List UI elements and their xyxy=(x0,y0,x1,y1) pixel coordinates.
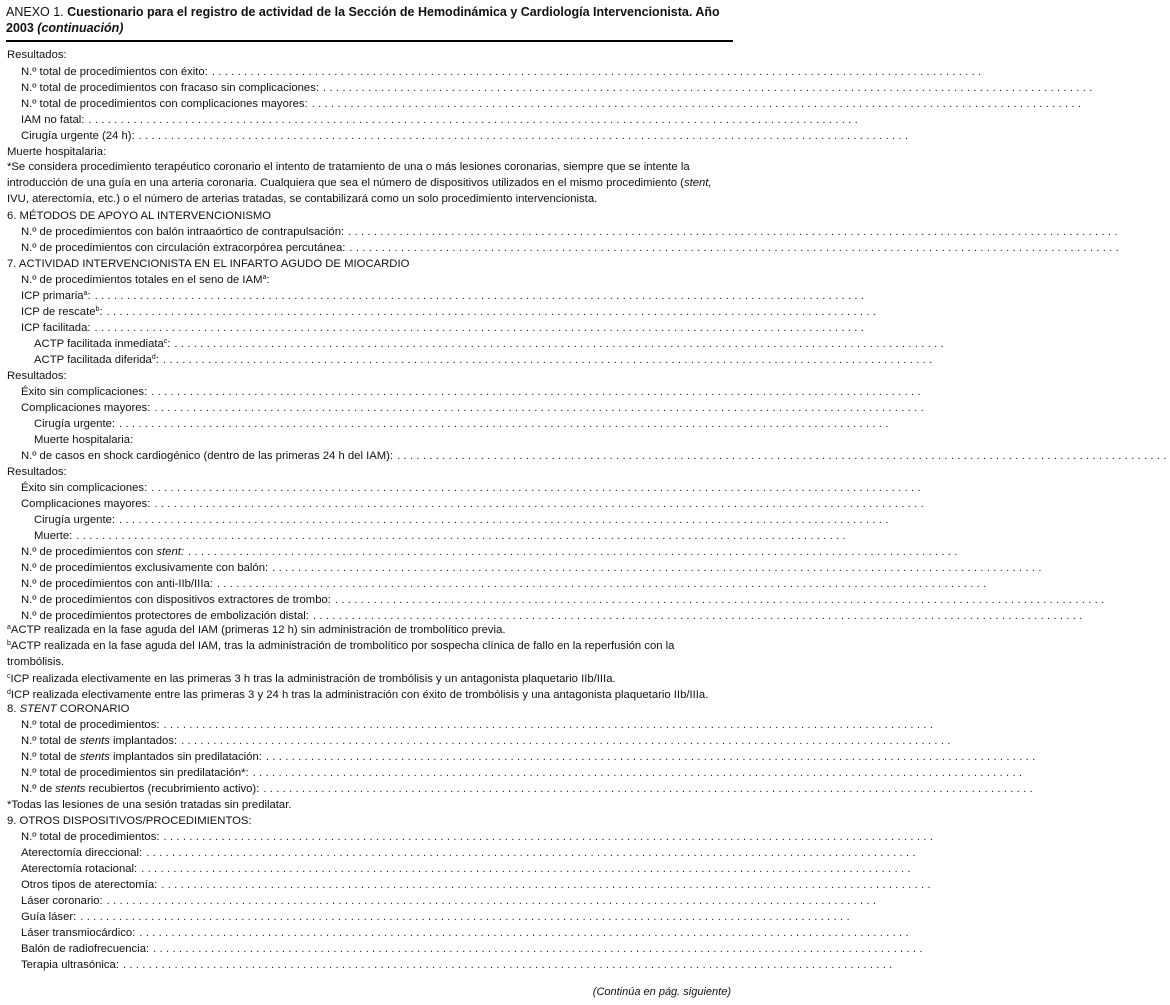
form-heading-row xyxy=(0,208,732,225)
form-field-row xyxy=(0,448,1170,465)
field-label: Muerte hospitalaria: xyxy=(34,434,134,446)
dot-leader: ........................................................................................................................ xyxy=(139,927,912,939)
field-label: N.º de procedimientos con dispositivos extractores de trombo: xyxy=(21,594,331,606)
field-label: 6. MÉTODOS DE APOYO AL INTERVENCIONISMO xyxy=(7,210,272,222)
dot-leader: ........................................................................................................................ xyxy=(138,130,912,142)
field-label: N.º de procedimientos con anti-IIb/IIIa: xyxy=(21,578,213,590)
field-label: Cirugía urgente: xyxy=(34,418,116,430)
dot-leader: ........................................................................................................................ xyxy=(161,879,934,891)
field-label: N.º de procedimientos con stent: xyxy=(21,546,185,558)
form-field-row xyxy=(0,112,862,129)
footnotes-block xyxy=(7,622,722,703)
footnote-a: $^a$ACTP realizada en la fase aguda del IAM (primeras 12 h) sin administración de trombolítico previa. xyxy=(7,624,506,636)
dot-leader: ........................................................................................................................ xyxy=(94,290,868,302)
field-label: 7. ACTIVIDAD INTERVENCIONISTA EN EL INFARTO AGUDO DE MIOCARDIO xyxy=(7,258,410,270)
field-label: ICP primaria$^a$: xyxy=(21,290,91,302)
field-label: Terapia ultrasónica: xyxy=(21,959,119,971)
form-field-row xyxy=(0,592,1108,609)
field-label: IAM no fatal: xyxy=(21,114,85,126)
dot-leader: ........................................................................................................................ xyxy=(349,242,1123,254)
dot-leader: ........................................................................................................................ xyxy=(80,911,853,923)
form-field-row xyxy=(0,384,924,401)
dot-leader: ........................................................................................................................ xyxy=(163,831,937,843)
field-label: Láser coronario: xyxy=(21,895,103,907)
form-field-row xyxy=(0,240,1123,257)
form-field-row xyxy=(0,128,912,145)
field-label: Guía láser: xyxy=(21,911,77,923)
field-label: ACTP facilitada inmediata$^c$: xyxy=(34,338,171,350)
field-label: Resultados: xyxy=(7,370,67,382)
dot-leader: ........................................................................................................................ xyxy=(146,847,919,859)
field-label: N.º de procedimientos con circulación extracorpórea percutánea: xyxy=(21,242,346,254)
dot-leader: ........................................................................................................................ xyxy=(119,418,892,430)
form-heading-row xyxy=(0,368,732,385)
dot-leader: ........................................................................................................................ xyxy=(265,751,1039,763)
field-label: N.º de procedimientos protectores de embolización distal: xyxy=(21,610,309,622)
field-label: N.º total de procedimientos con fracaso sin complicaciones: xyxy=(21,82,319,94)
form-field-row xyxy=(0,909,853,926)
form-field-row xyxy=(0,544,961,561)
form-field-row xyxy=(0,80,1096,97)
dot-leader: ........................................................................................................................ xyxy=(323,82,1096,94)
dot-leader: ........................................................................................................................ xyxy=(162,354,936,366)
form-field-row xyxy=(0,224,1121,241)
form-field-row xyxy=(0,64,985,81)
field-label: N.º total de stents implantados: xyxy=(21,735,178,747)
dot-leader: ........................................................................................................................ xyxy=(141,863,914,875)
form-field-row xyxy=(0,845,919,862)
dot-leader: ........................................................................................................................ xyxy=(181,735,954,747)
dot-leader: ........................................................................................................................ xyxy=(122,959,896,971)
form-heading-row xyxy=(0,701,732,718)
form-field-row xyxy=(0,560,1045,577)
dot-leader: ........................................................................................................................ xyxy=(106,306,880,318)
form-field-row xyxy=(0,749,1039,766)
footnote-b: $^b$ACTP realizada en la fase aguda del IAM, tras la administración de trombolítico por sospecha clínica de fallo en la reperfusión con la trombólisis. xyxy=(7,640,675,669)
form-heading-row xyxy=(0,47,732,64)
form-field-row xyxy=(0,336,948,353)
dot-leader: ........................................................................................................................ xyxy=(216,578,990,590)
form-field-row xyxy=(0,400,927,417)
dot-leader: ........................................................................................................................ xyxy=(154,402,927,414)
field-label: 9. OTROS DISPOSITIVOS/PROCEDIMIENTOS: xyxy=(7,815,252,827)
field-label: Balón de radiofrecuencia: xyxy=(21,943,150,955)
dot-leader: ........................................................................................................................ xyxy=(88,114,862,126)
dot-leader: ........................................................................................................................ xyxy=(119,514,892,526)
form-field-row xyxy=(0,496,927,513)
field-label: 8. STENT CORONARIO xyxy=(7,703,130,715)
form-heading-row xyxy=(0,464,732,481)
form-field-row xyxy=(0,576,990,593)
form-heading-row xyxy=(0,272,746,289)
form-field-row xyxy=(0,512,892,529)
dot-leader: ........................................................................................................................ xyxy=(211,66,985,78)
field-label: N.º de casos en shock cardiogénico (dentro de las primeras 24 h del IAM): xyxy=(21,450,394,462)
form-heading-row xyxy=(0,813,732,830)
form-field-row xyxy=(0,829,937,846)
field-label: Complicaciones mayores: xyxy=(21,498,151,510)
dot-leader: ........................................................................................................................ xyxy=(188,546,961,558)
footnote-d: $^d$ICP realizada electivamente entre las primeras 3 y 24 h tras la administración con éxito de trombólisis y una antagonista plaquetario IIb/IIIa. xyxy=(7,688,709,701)
dot-leader: ........................................................................................................................ xyxy=(154,498,927,510)
dot-leader: ........................................................................................................................ xyxy=(397,450,1170,462)
dot-leader: ........................................................................................................................ xyxy=(163,719,937,731)
form-field-row xyxy=(0,352,936,369)
field-label: ICP de rescate$^b$: xyxy=(21,306,103,318)
field-label: Aterectomía rotacional: xyxy=(21,863,138,875)
form-field-row xyxy=(0,717,937,734)
dot-leader: ........................................................................................................................ xyxy=(252,767,1026,779)
dot-leader: ........................................................................................................................ xyxy=(312,610,1086,622)
dot-leader: ........................................................................................................................ xyxy=(94,322,868,334)
field-label: Éxito sin complicaciones: xyxy=(21,386,148,398)
form-field-row xyxy=(0,957,896,974)
header-rule xyxy=(6,40,733,42)
field-label: ACTP facilitada diferida$^d$: xyxy=(34,354,159,366)
form-field-row xyxy=(0,893,880,910)
form-field-row xyxy=(0,941,926,958)
form-heading-row xyxy=(0,797,732,814)
dot-leader: ........................................................................................................................ xyxy=(348,226,1121,238)
continuation-note: (Continúa en pág. siguiente) xyxy=(592,986,731,998)
field-label: N.º de stents recubiertos (recubrimiento activo): xyxy=(21,783,260,795)
form-field-row xyxy=(0,416,892,433)
procedure-definition-note: *Se considera procedimiento terapéutico coronario el intento de tratamiento de una o más lesiones coronarias, siempre que se intente la introducción de una guía en una arteria coronaria. Cualquiera que sea el número de dispositivos utilizados en el mismo procedimiento (stent, IVU, aterectomía, etc.) o el número de arterias tratadas, se contabilizará como un solo procedimiento intervencionista. xyxy=(7,161,712,206)
dot-leader: ........................................................................................................................ xyxy=(151,386,924,398)
field-label: ICP facilitada: xyxy=(21,322,91,334)
field-label: Resultados: xyxy=(7,466,67,478)
dot-leader: ........................................................................................................................ xyxy=(153,943,926,955)
form-field-row xyxy=(0,288,868,305)
field-label: Aterectomía direccional: xyxy=(21,847,143,859)
form-field-row xyxy=(0,304,880,321)
dot-leader: ........................................................................................................................ xyxy=(263,783,1036,795)
field-label: Muerte hospitalaria: xyxy=(7,146,107,158)
form-heading-row xyxy=(0,432,759,449)
field-label: N.º de procedimientos exclusivamente con balón: xyxy=(21,562,269,574)
dot-leader: ........................................................................................................................ xyxy=(311,98,1085,110)
field-label: Complicaciones mayores: xyxy=(21,402,151,414)
form-field-row xyxy=(0,861,914,878)
field-label: Éxito sin complicaciones: xyxy=(21,482,148,494)
field-label: *Todas las lesiones de una sesión tratadas sin predilatar. xyxy=(7,799,292,811)
form-heading-row xyxy=(0,256,732,273)
dot-leader: ........................................................................................................................ xyxy=(151,482,924,494)
dot-leader: ........................................................................................................................ xyxy=(334,594,1108,606)
footnote-c: $^c$ICP realizada electivamente en las primeras 3 h tras la administración de trombólisis y un antagonista plaquetario IIb/IIIa. xyxy=(7,672,616,685)
form-field-row xyxy=(0,877,934,894)
form-field-row xyxy=(0,320,868,337)
dot-leader: ........................................................................................................................ xyxy=(106,895,880,907)
field-label: Cirugía urgente (24 h): xyxy=(21,130,135,142)
form-field-row xyxy=(0,528,849,545)
dot-leader: ........................................................................................................................ xyxy=(272,562,1045,574)
field-label: Cirugía urgente: xyxy=(34,514,116,526)
form-field-row xyxy=(0,480,924,497)
field-label: N.º total de procedimientos con éxito: xyxy=(21,66,208,78)
form-field-row xyxy=(0,96,1085,113)
field-label: N.º total de procedimientos: xyxy=(21,719,160,731)
field-label: N.º de procedimientos totales en el seno de IAM$^a$: xyxy=(21,274,270,286)
annex-title-text: Cuestionario para el registro de actividad de la Sección de Hemodinámica y Cardiología Intervencionista. Año 2003 xyxy=(6,5,720,35)
form-field-row xyxy=(0,925,912,942)
annex-title xyxy=(6,4,731,36)
annex-title-continuation: (continuación) xyxy=(37,21,124,35)
field-label: Otros tipos de aterectomía: xyxy=(21,879,158,891)
field-label: N.º total de procedimientos con complicaciones mayores: xyxy=(21,98,308,110)
field-label: N.º total de stents implantados sin predilatación: xyxy=(21,751,262,763)
form-field-row xyxy=(0,781,1036,798)
annex-label: ANEXO 1. xyxy=(6,5,64,19)
form-field-row xyxy=(0,765,1026,782)
field-label: Láser transmiocárdico: xyxy=(21,927,136,939)
dot-leader: ........................................................................................................................ xyxy=(76,530,849,542)
field-label: N.º total de procedimientos sin predilatación*: xyxy=(21,767,249,779)
dot-leader: ........................................................................................................................ xyxy=(174,338,948,350)
form-field-row xyxy=(0,733,954,750)
field-label: N.º de procedimientos con balón intraaórtico de contrapulsación: xyxy=(21,226,345,238)
field-label: Resultados: xyxy=(7,49,67,61)
field-label: N.º total de procedimientos: xyxy=(21,831,160,843)
field-label: Muerte: xyxy=(34,530,73,542)
